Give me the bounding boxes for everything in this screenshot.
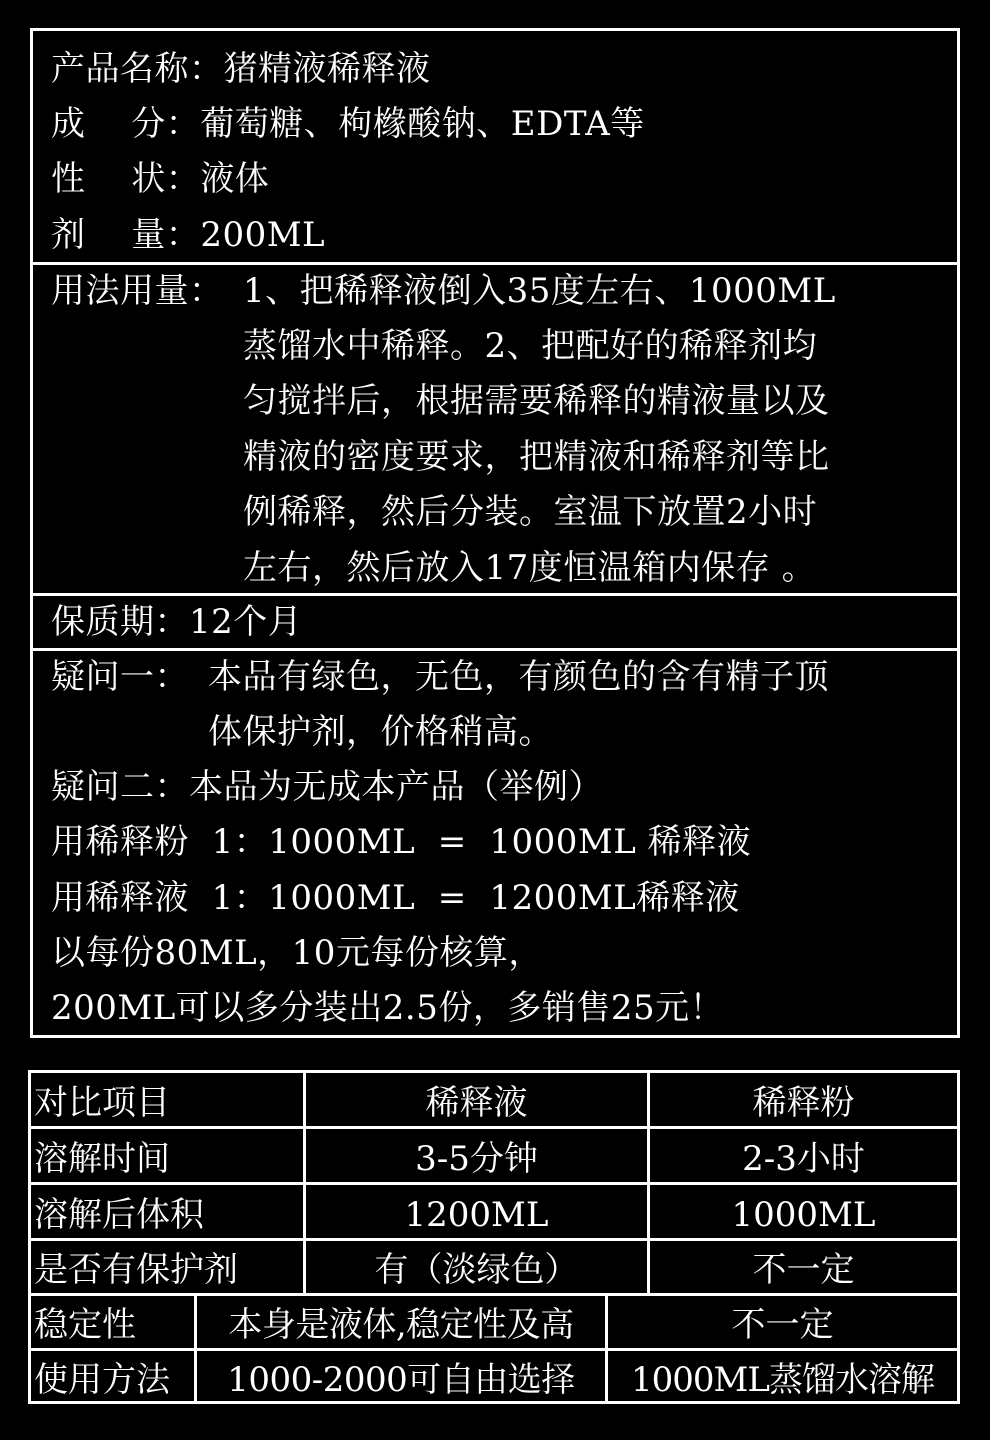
usage-label: 用法用量： <box>51 271 224 311</box>
usage-line: 1、把稀释液倒入35度左右、1000ML <box>243 271 836 311</box>
product-name-label: 产品名称： <box>51 49 224 89</box>
usage-line: 蒸馏水中稀释。2、把配好的稀释剂均 <box>243 326 818 366</box>
usage-line: 例稀释，然后分装。室温下放置2小时 <box>243 492 818 532</box>
table-cell: 本身是液体,稳定性及高 <box>228 1305 574 1345</box>
usage-line: 精液的密度要求，把精液和稀释剂等比 <box>243 437 830 477</box>
shelf-life-row <box>51 602 302 642</box>
dose-label: 剂 量： <box>51 215 201 255</box>
table-row-label: 使用方法 <box>34 1360 170 1400</box>
ingredients-label: 成 分： <box>51 104 201 144</box>
form-value: 液体 <box>200 159 270 199</box>
faq-section <box>33 651 957 1035</box>
faq-q1-line: 本品有绿色，无色，有颜色的含有精子顶 <box>208 657 829 697</box>
table-row-label: 溶解后体积 <box>34 1195 204 1235</box>
table-cell: 有（淡绿色） <box>374 1250 579 1290</box>
table-cell: 2-3小时 <box>742 1139 865 1179</box>
product-name-row <box>51 49 431 89</box>
shelf-life-section <box>33 596 957 651</box>
shelf-life-label: 保质期： <box>51 602 189 642</box>
table-row-label: 溶解时间 <box>34 1139 170 1179</box>
product-info-box <box>30 28 960 1038</box>
table-cell: 3-5分钟 <box>415 1139 538 1179</box>
table-header-cell: 稀释粉 <box>752 1083 855 1123</box>
table-cell: 1000ML <box>731 1195 876 1235</box>
faq-q1-label: 疑问一： <box>51 657 189 697</box>
table-cell: 不一定 <box>731 1305 834 1345</box>
faq-q2-text: 本品为无成本产品（举例） <box>189 767 603 807</box>
usage-section <box>33 265 957 596</box>
faq-line: 用稀释粉 1：1000ML = 1000ML 稀释液 <box>51 822 752 862</box>
table-cell: 1000ML蒸馏水溶解 <box>631 1360 934 1400</box>
table-rule <box>31 1238 957 1241</box>
ingredients-value: 葡萄糖、枸橼酸钠、EDTA等 <box>200 104 645 144</box>
faq-q2-label: 疑问二： <box>51 767 189 807</box>
comparison-table <box>28 1070 960 1404</box>
table-rule <box>31 1126 957 1129</box>
dose-row <box>51 215 325 255</box>
dose-value: 200ML <box>200 215 326 255</box>
usage-line: 匀搅拌后，根据需要稀释的精液量以及 <box>243 381 830 421</box>
faq-line: 200ML可以多分装出2.5份，多销售25元！ <box>51 988 725 1028</box>
table-row-label: 是否有保护剂 <box>34 1250 238 1290</box>
faq-line: 用稀释液 1：1000ML = 1200ML稀释液 <box>51 878 740 918</box>
ingredients-row <box>51 104 645 144</box>
faq-q1-line: 体保护剂，价格稍高。 <box>208 712 553 752</box>
shelf-life-value: 12个月 <box>189 602 303 642</box>
table-row-label: 稳定性 <box>34 1305 136 1345</box>
table-cell: 1000-2000可自由选择 <box>227 1360 575 1400</box>
form-label: 性 状： <box>51 159 201 199</box>
product-name-value: 猪精液稀释液 <box>223 49 431 89</box>
basic-info-section <box>33 31 957 265</box>
table-header-cell: 稀释液 <box>425 1083 528 1123</box>
table-rule <box>31 1348 957 1351</box>
table-cell: 不一定 <box>752 1250 855 1290</box>
table-rule <box>31 1293 957 1296</box>
faq-q2-row <box>51 767 603 807</box>
form-row <box>51 159 269 199</box>
table-cell: 1200ML <box>404 1195 549 1235</box>
table-rule <box>31 1182 957 1185</box>
table-header-cell: 对比项目 <box>34 1083 170 1123</box>
faq-line: 以每份80ML，10元每份核算， <box>51 933 543 973</box>
usage-line: 左右，然后放入17度恒温箱内保存 。 <box>243 548 817 588</box>
